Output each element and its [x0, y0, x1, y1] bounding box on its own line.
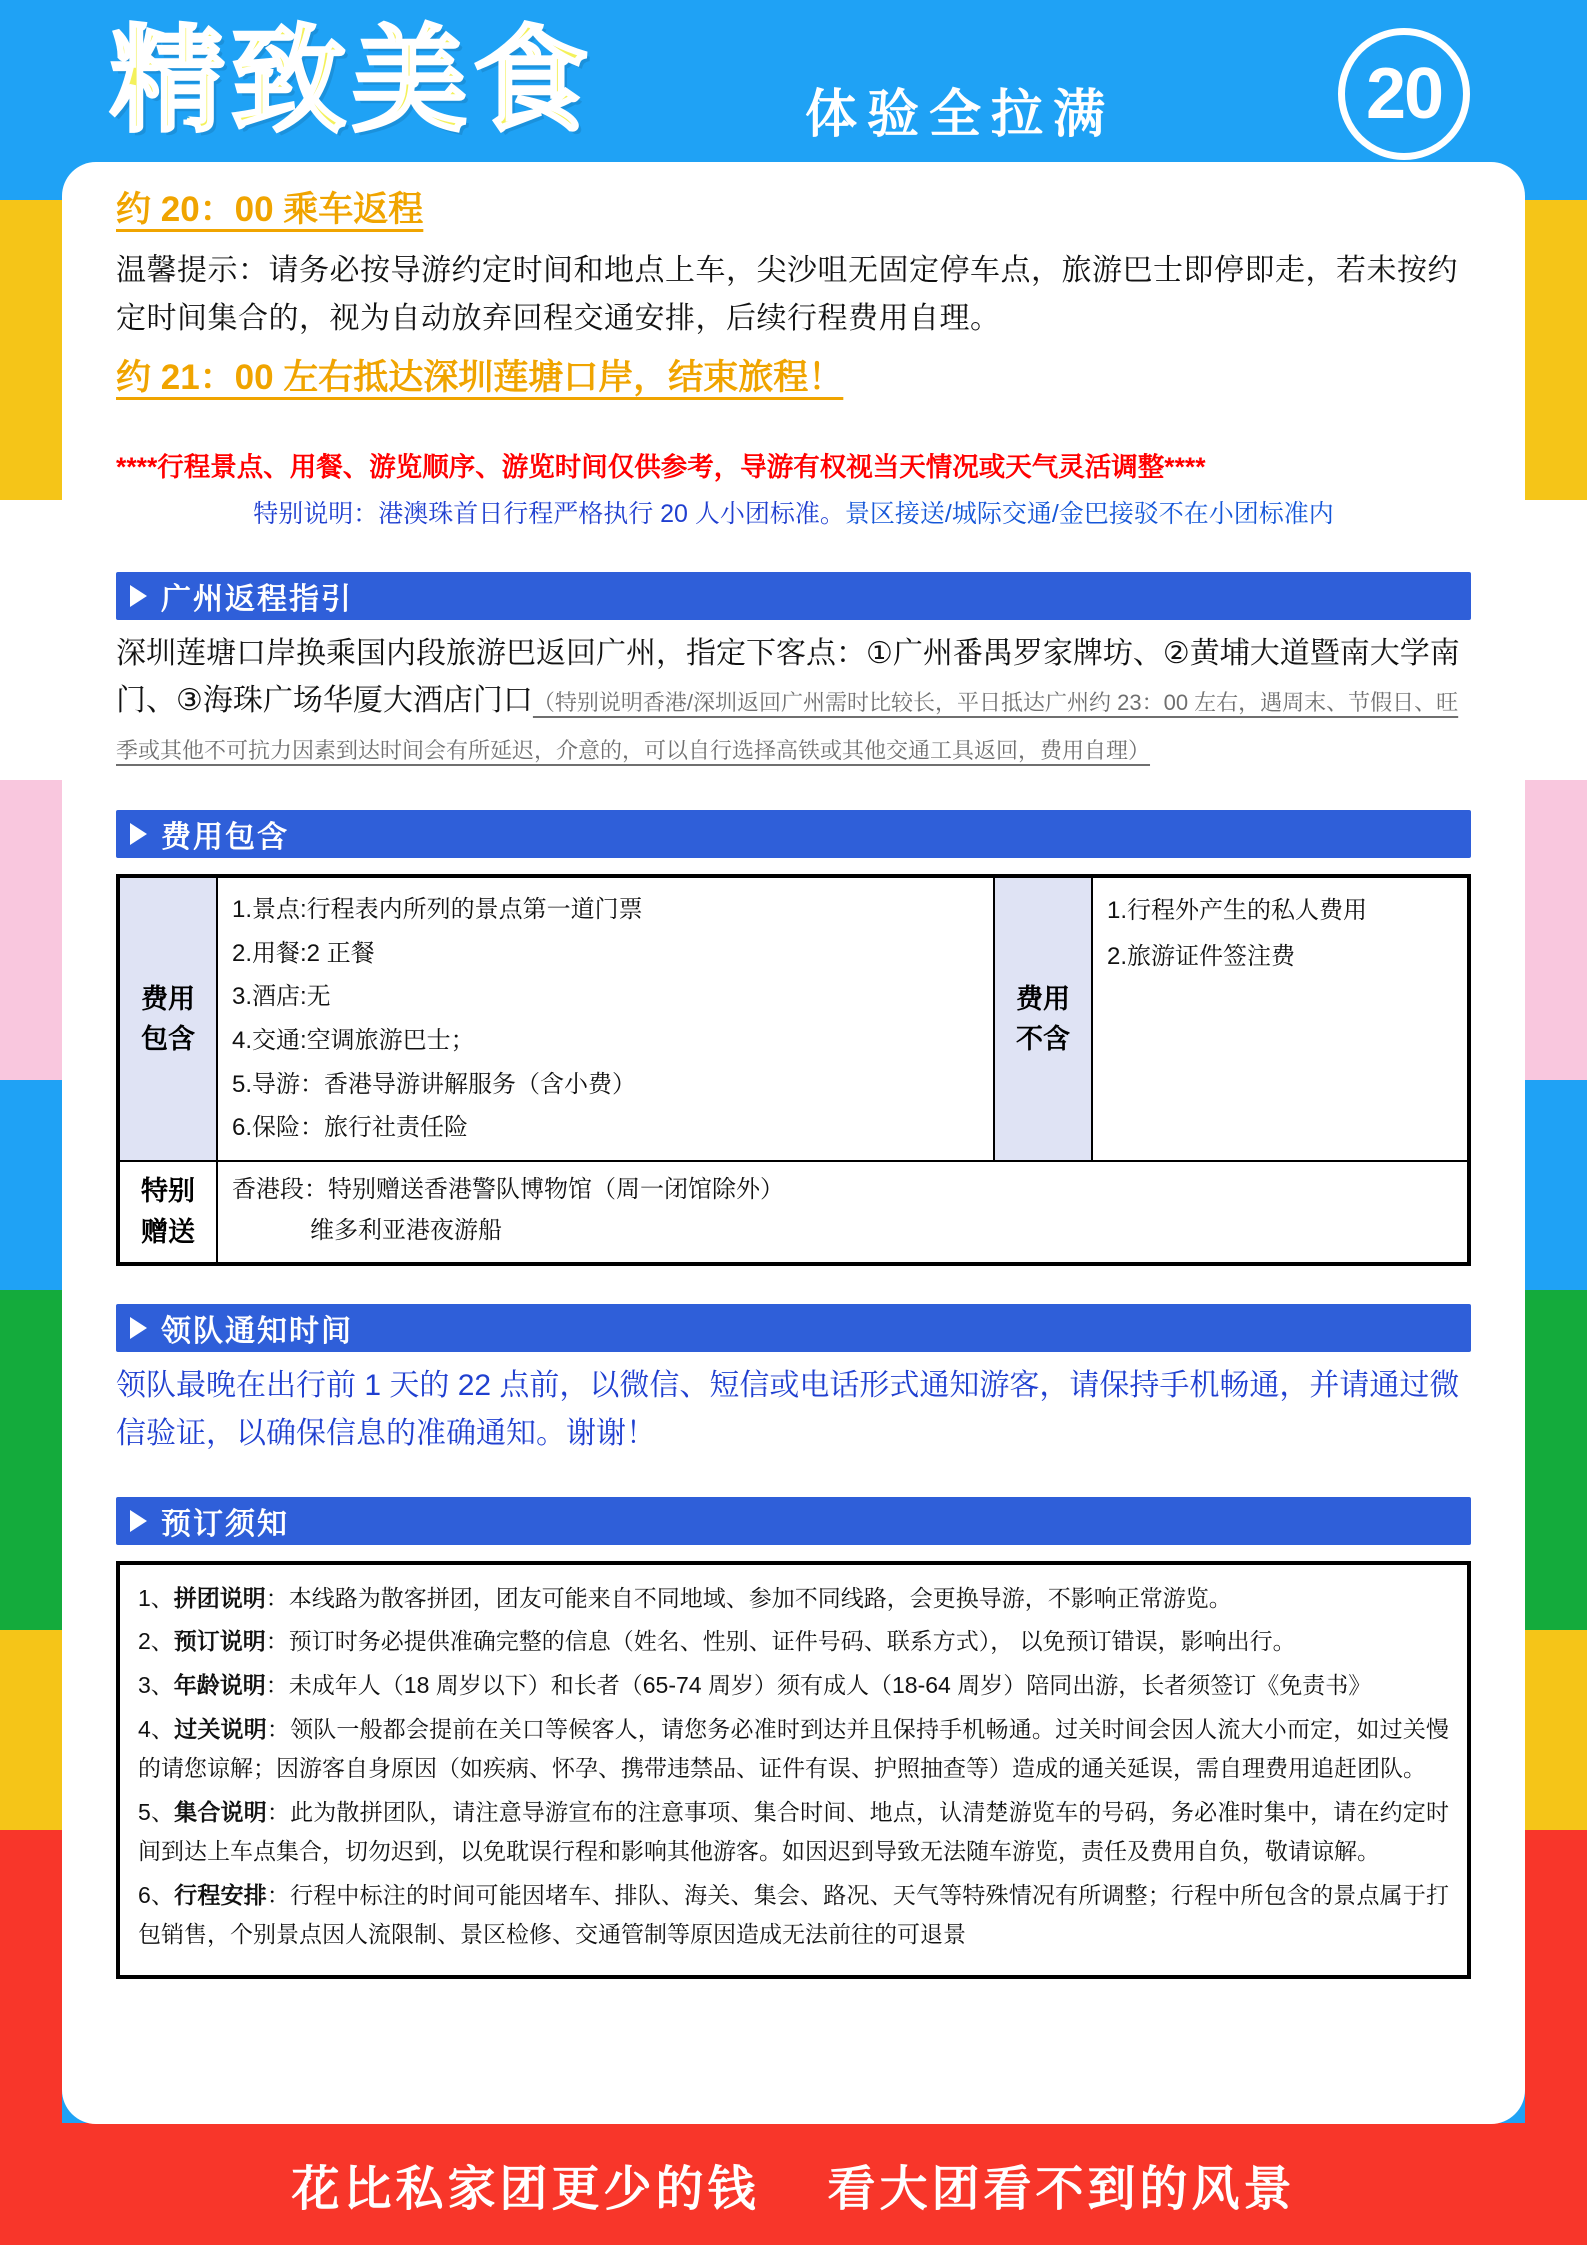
fee-exclude-item: 1.行程外产生的私人费用 [1107, 897, 1368, 925]
arrival-heading: 约 21：00 左右抵达深圳莲塘口岸，结束旅程！ [116, 357, 844, 397]
booking-note-text: ：此为散拼团队，请注意导游宣布的注意事项、集合时间、地点，认清楚游览车的号码，务必准时集中，请在约定时间到达上车点集合，切勿迟到，以免耽误行程和影响其他游客。如因迟到导致无法随车游览，责任及费用自负，敬请谅解。 [138, 1798, 1450, 1865]
booking-note-label: 集合说明 [174, 1798, 267, 1825]
fee-exclude-item: 2.旅游证件签注费 [1107, 942, 1296, 970]
booking-note-no: 3、 [138, 1672, 174, 1699]
section-header-guangzhou [116, 572, 1471, 620]
booking-note-label: 年龄说明 [173, 1672, 266, 1699]
return-time-heading: 约 20：00 乘车返程 [116, 190, 424, 229]
section-header-leader [116, 1304, 1471, 1352]
guangzhou-body-note: （特别说明香港/深圳返回广州需时比较长，平日抵达广州约 23：00 左右，遇周末、节假日、旺季或其他不可抗力因素到达时间会有所延迟，介意的，可以自行选择高铁或其他交通工具返回，费用自理） [116, 690, 1459, 763]
section-title-booking: 预订须知 [161, 1507, 289, 1541]
guangzhou-body-main: 深圳莲塘口岸换乘国内段旅游巴返回广州，指定下客点：①广州番禺罗家牌坊、②黄埔大道暨南大学南门、③海珠广场华厦大酒店门口 [116, 636, 1460, 718]
triangle-right-icon [130, 1510, 147, 1532]
booking-note-label: 预订说明 [173, 1628, 266, 1655]
page-footer [0, 2123, 1587, 2245]
fee-table-row-include [120, 878, 1467, 1160]
booking-note-no: 4、 [138, 1715, 175, 1742]
booking-note-text: ：预订时务必提供准确完整的信息（姓名、性别、证件号码、联系方式）， 以免预订错误，影响出行。 [265, 1628, 1296, 1655]
footer-slogan-right: 看大团看不到的风景 [827, 2162, 1296, 2216]
booking-note-item [138, 1579, 1449, 1619]
booking-note-text: ：本线路为散客拼团，团友可能来自不同地域、参加不同线路，会更换导游，不影响正常游览。 [265, 1584, 1232, 1611]
fee-exclude-label: 费用 不含 [995, 878, 1093, 1160]
header-title: 精致美食 [110, 14, 595, 148]
fee-include-item: 6.保险：旅行社责任险 [232, 1114, 469, 1142]
booking-notes-box [116, 1561, 1471, 1979]
blue-note-part2: 景区接送/城际交通/金巴接驳不在小团标准内 [844, 499, 1334, 528]
section-title-fee: 费用包含 [161, 821, 289, 855]
booking-note-item [138, 1622, 1449, 1662]
booking-note-text: ：领队一般都会提前在关口等候客人，请您务必准时到达并且保持手机畅通。过关时间会因人流大小而定，如过关慢的请您谅解；因游客自身原因（如疾病、怀孕、携带违禁品、证件有误、护照抽查等）造成的通关延误，需自理费用追赶团队。 [138, 1715, 1450, 1782]
fee-exclude-list [1093, 878, 1467, 1160]
fee-include-label: 费用 包含 [120, 878, 218, 1160]
booking-note-item [138, 1793, 1449, 1872]
triangle-right-icon [130, 585, 147, 607]
red-disclaimer: ****行程景点、用餐、游览顺序、游览时间仅供参考，导游有权视当天情况或天气灵活调整**** [116, 452, 1206, 483]
booking-note-item [138, 1876, 1449, 1955]
booking-note-no: 6、 [138, 1881, 175, 1908]
footer-slogan [0, 2123, 1587, 2245]
guangzhou-body [116, 630, 1471, 772]
fee-gift-content [218, 1162, 1467, 1262]
booking-note-item [138, 1710, 1449, 1789]
booking-note-label: 行程安排 [174, 1881, 267, 1908]
fee-include-list [218, 878, 995, 1160]
booking-note-text: ：行程中标注的时间可能因堵车、排队、海关、集会、路况、天气等特殊情况有所调整；行程中所包含的景点属于打包销售，个别景点因人流限制、景区检修、交通管制等原因造成无法前往的可退景 [138, 1881, 1450, 1948]
section-title-leader: 领队通知时间 [161, 1314, 353, 1348]
header-subtitle: 体验全拉满 [805, 86, 1116, 144]
section-title-guangzhou: 广州返程指引 [161, 582, 353, 616]
booking-note-text: ：未成年人（18 周岁以下）和长者（65-74 周岁）须有成人（18-64 周岁）陪同出游，长者须签订《免责书》 [265, 1672, 1372, 1699]
fee-table-row-gift [120, 1160, 1467, 1262]
booking-note-label: 过关说明 [174, 1715, 267, 1742]
blue-note-part1: 特别说明：港澳珠首日行程严格执行 20 人小团标准。 [253, 499, 845, 528]
booking-note-label: 拼团说明 [173, 1584, 266, 1611]
booking-note-item [138, 1666, 1449, 1706]
section-header-booking [116, 1497, 1471, 1545]
return-tip-text: 温馨提示：请务必按导游约定时间和地点上车，尖沙咀无固定停车点，旅游巴士即停即走，若未按约定时间集合的，视为自动放弃回程交通安排，后续行程费用自理。 [116, 253, 1458, 336]
triangle-right-icon [130, 823, 147, 845]
fee-include-item: 3.酒店:无 [232, 983, 331, 1011]
fee-table [116, 874, 1471, 1266]
triangle-right-icon [130, 1317, 147, 1339]
fee-include-item: 1.景点:行程表内所列的景点第一道门票 [232, 896, 643, 924]
header-badge: 20 [1338, 28, 1470, 160]
footer-slogan-left: 花比私家团更少的钱 [291, 2162, 760, 2216]
fee-include-item: 2.用餐:2 正餐 [232, 939, 375, 967]
blue-note [116, 494, 1471, 534]
fee-include-item: 5.导游：香港导游讲解服务（含小费） [232, 1070, 637, 1098]
fee-gift-label: 特别 赠送 [120, 1162, 218, 1262]
booking-note-no: 5、 [138, 1798, 175, 1825]
booking-note-no: 2、 [138, 1628, 174, 1655]
fee-gift-line1: 香港段：特别赠送香港警队博物馆（周一闭馆除外） [232, 1176, 784, 1204]
booking-note-no: 1、 [138, 1584, 174, 1611]
leader-notice-body: 领队最晚在出行前 1 天的 22 点前，以微信、短信或电话形式通知游客，请保持手机畅通，并请通过微信验证，以确保信息的准确通知。谢谢！ [116, 1368, 1460, 1451]
section-header-fee [116, 810, 1471, 858]
fee-gift-line2: 维多利亚港夜游船 [310, 1216, 502, 1244]
fee-include-item: 4.交通:空调旅游巴士； [232, 1027, 475, 1055]
content-card [62, 162, 1525, 2124]
